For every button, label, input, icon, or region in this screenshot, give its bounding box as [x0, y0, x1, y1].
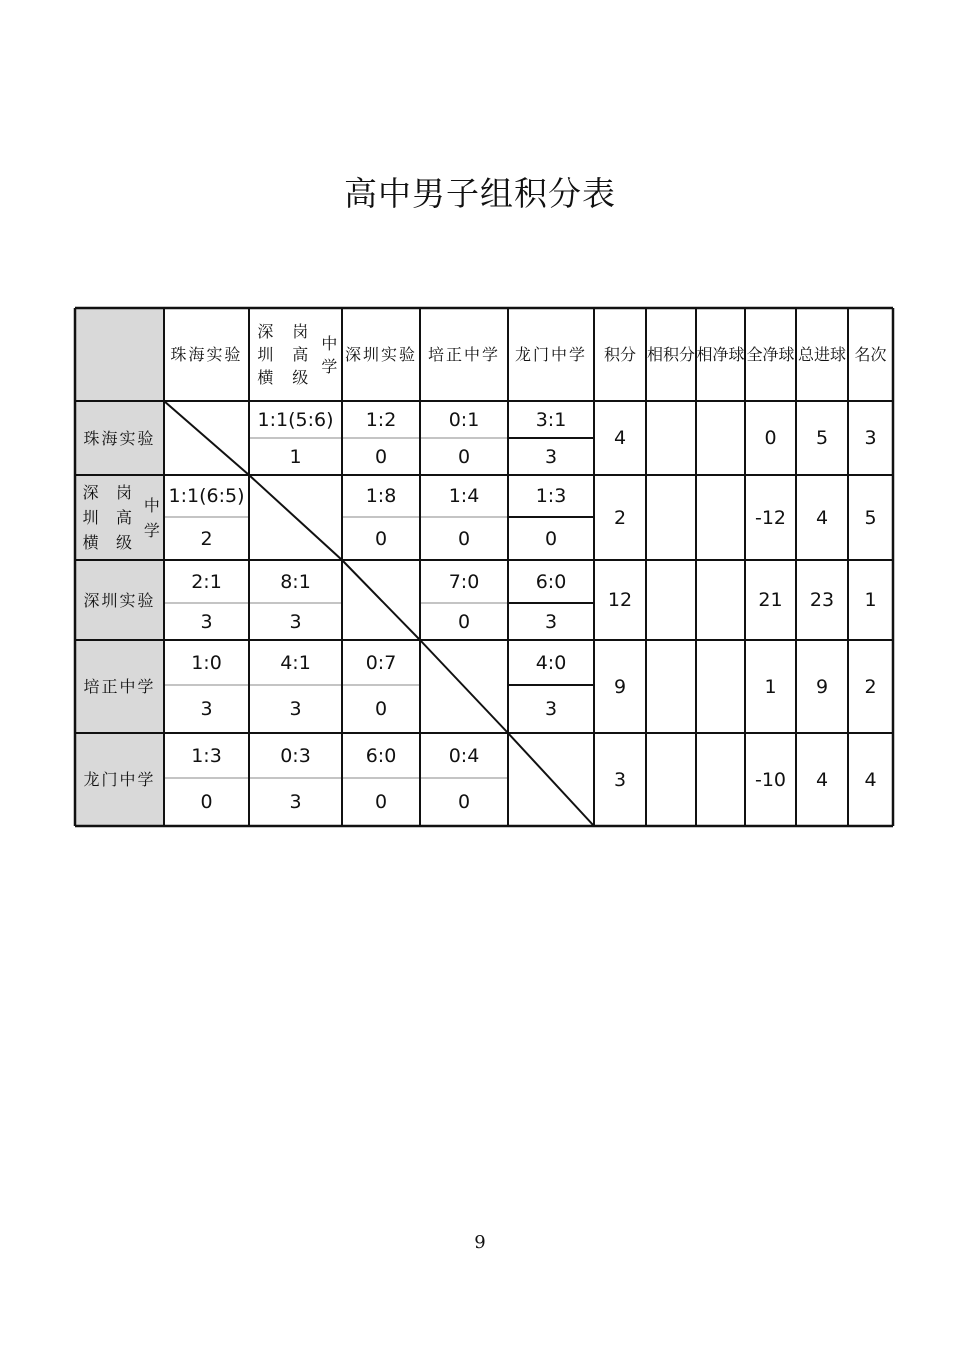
match-points: 2	[200, 527, 213, 550]
match-points: 0	[374, 527, 388, 550]
match-points: 3	[544, 610, 558, 633]
match-score: 0:4	[448, 744, 480, 767]
match-score: 4:1	[280, 651, 311, 674]
match-score: 1:3	[535, 485, 567, 507]
stat-value: 3	[864, 427, 877, 449]
stat-value: 2	[864, 675, 877, 698]
match-score: 1:1(6:5)	[168, 485, 245, 507]
label-line: 深圳实	[344, 345, 399, 364]
match-points: 3	[289, 698, 302, 720]
match-score: 1:4	[448, 485, 480, 507]
match-points: 3	[544, 698, 558, 720]
label-line: 深圳实	[83, 590, 138, 610]
match-points: 0	[374, 698, 388, 720]
label-line: 学	[569, 345, 588, 364]
label-line: 验	[137, 590, 156, 610]
diagonal-line	[249, 475, 342, 560]
match-points: 0	[200, 791, 213, 813]
match-score: 1:2	[365, 408, 397, 431]
match-points: 3	[200, 610, 213, 633]
label-line: 相	[646, 344, 663, 364]
stat-value: 1	[864, 589, 877, 611]
stat-value: -10	[754, 768, 787, 791]
label-line: 岗高级	[292, 322, 311, 387]
diagonal-line	[164, 401, 249, 475]
label-line: 验	[224, 345, 243, 364]
match-points: 0	[374, 791, 388, 813]
match-score: 6:0	[365, 744, 397, 767]
label-line: 球	[778, 344, 795, 364]
match-score: 0:7	[365, 651, 397, 674]
diagonal-line	[508, 733, 594, 826]
label-line: 分	[620, 344, 637, 364]
match-score: 0:1	[448, 408, 480, 431]
match-points: 0	[457, 610, 471, 633]
stat-value: -12	[754, 506, 787, 529]
stat-value: 9	[815, 675, 829, 698]
label-line: 龙门中	[514, 345, 569, 364]
match-score: 2:1	[191, 570, 222, 593]
match-points: 0	[544, 527, 558, 550]
match-points: 3	[289, 610, 302, 633]
label-line: 分	[679, 344, 696, 364]
match-points: 0	[457, 527, 471, 550]
stat-value: 0	[764, 427, 777, 449]
stat-value: 4	[864, 768, 877, 791]
label-line: 珠海实	[170, 345, 225, 364]
label-line: 珠海实	[83, 428, 138, 448]
label-line: 学	[137, 770, 156, 789]
match-points: 3	[289, 791, 302, 813]
match-points: 3	[200, 698, 213, 720]
label-line: 学	[482, 345, 501, 364]
match-points: 0	[374, 445, 388, 468]
stat-value: 12	[607, 589, 633, 611]
match-score: 4:0	[535, 651, 567, 674]
match-points: 3	[544, 445, 558, 468]
match-score: 1:0	[191, 651, 222, 674]
match-score: 1:1(5:6)	[257, 408, 334, 431]
match-points: 1	[289, 445, 302, 468]
label-line: 净	[712, 344, 729, 364]
label-line: 球	[728, 344, 745, 364]
label-line: 中学	[143, 495, 162, 540]
label-line: 相	[696, 344, 713, 364]
match-score: 7:0	[448, 570, 480, 593]
match-score: 8:1	[280, 570, 311, 593]
label-line: 学	[137, 677, 156, 696]
match-points: 0	[457, 445, 471, 468]
label-line: 全	[746, 344, 763, 364]
label-line: 名	[854, 344, 871, 364]
label-line: 深圳横	[82, 483, 101, 552]
diagonal-line	[342, 560, 420, 640]
label-line: 积	[603, 344, 620, 364]
match-score: 1:8	[365, 485, 397, 507]
label-line: 深圳横	[257, 322, 276, 387]
label-line: 净	[762, 344, 779, 364]
stat-value: 9	[613, 675, 627, 698]
label-line: 积	[662, 344, 679, 364]
stat-value: 4	[815, 506, 829, 529]
stat-value: 2	[613, 506, 627, 529]
label-line: 培正中	[427, 345, 482, 364]
label-line: 中学	[321, 333, 340, 376]
label-line: 龙门中	[83, 770, 138, 789]
label-line: 验	[137, 428, 156, 448]
match-score: 1:3	[191, 744, 222, 767]
page-number: 9	[474, 1232, 486, 1253]
page-title: 高中男子组积分表	[344, 174, 616, 213]
match-score: 3:1	[535, 408, 567, 431]
stat-value: 5	[815, 427, 829, 449]
label-line: 总	[797, 344, 814, 364]
label-line: 培正中	[83, 677, 138, 696]
match-points: 0	[457, 791, 471, 813]
label-line: 次	[870, 344, 887, 364]
label-line: 进	[813, 344, 830, 364]
stat-value: 23	[809, 589, 835, 611]
stat-value: 3	[613, 768, 627, 791]
stat-value: 4	[613, 427, 627, 449]
stat-value: 1	[764, 675, 777, 698]
stat-value: 21	[758, 589, 783, 611]
stat-value: 4	[815, 768, 829, 791]
label-line: 球	[830, 344, 847, 364]
stat-value: 5	[864, 506, 877, 529]
label-line: 岗高级	[116, 483, 135, 552]
label-line: 验	[399, 345, 418, 364]
diagonal-line	[420, 640, 508, 733]
match-score: 0:3	[280, 744, 311, 767]
match-score: 6:0	[535, 570, 567, 593]
